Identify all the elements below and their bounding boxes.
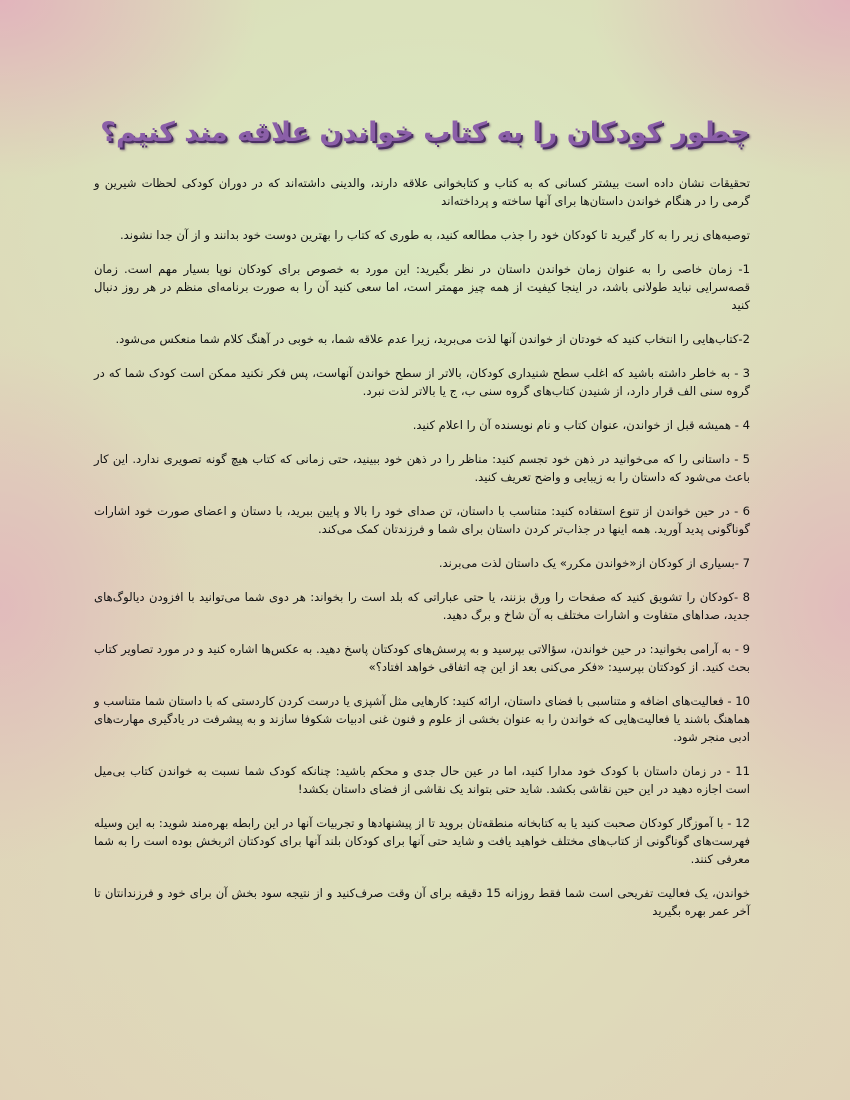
tip-4-paragraph: 4 - همیشه قبل از خواندن، عنوان کتاب و نام نویسنده آن را اعلام کنید. <box>412 418 750 432</box>
tip-10-paragraph: 10 - فعالیت‌های اضافه و متناسبی با فضای داستان، ارائه کنید: کارهایی مثل آشپزی یا درست کردن کاردستی که با داستان شما متناسب و هماهنگ باشند یا فعالیت‌هایی که خواندن را به عنوان بخشی از علوم و فنون غنی ادبیات شکوفا سازند و به پیشرفت در یادگیری مهارت‌های ادبی منجر شود. <box>94 694 750 744</box>
article-body <box>94 174 750 936</box>
tip-11-paragraph: 11 - در زمان داستان با کودک خود مدارا کنید، اما در عین حال جدی و محکم باشید: چنانکه کودک شما نسبت به خواندن کتاب بی‌میل است اجازه دهید در این حین نقاشی بکشد. شاید حتی بتواند یک نقاشی از فضای داستان بکشد! <box>94 764 750 796</box>
tip-9-paragraph: 9 - به آرامی بخوانید: در حین خواندن، سؤالاتی بپرسید و به پرسش‌های کودکتان پاسخ دهید. به عکس‌ها اشاره کنید و در مورد تصاویر کتاب بحث کنید. از کودکتان بپرسید: «فکر می‌کنی بعد از این چه اتفاقی خواهد افتاد؟» <box>94 642 750 674</box>
tip-7-paragraph: 7 -بسیاری از کودکان از«خواندن مکرر» یک داستان لذت می‌برند. <box>438 556 750 570</box>
closing-paragraph: خواندن، یک فعالیت تفریحی است شما فقط روزانه 15 دقیقه برای آن وقت صرف‌کنید و از نتیجه سود بخش آن برای خود و فرزندانتان تا آخر عمر بهره بگیرید <box>94 886 750 918</box>
page-title: چطور کودکان را به کتاب خواندن علاقه مند کنیم؟ <box>100 117 750 149</box>
tip-12-paragraph: 12 - با آموزگار کودکان صحبت کنید یا به کتابخانه منطقه‌تان بروید تا از پیشنهادها و تجربیات آنها در این رابطه بهره‌مند شوید: به این وسیله فهرست‌های گوناگونی از کتاب‌های مختلف خواهید یافت و شاید حتی آنها برای کودکان بلند آنها برای کودکتان اثربخش بوده است را به شما معرفی کنند. <box>94 816 750 866</box>
tip-2-paragraph: 2-کتاب‌هایی را انتخاب کنید که خودتان از خواندن آنها لذت می‌برید، زیرا عدم علاقه شما، به خوبی در آهنگ کلام شما منعکس می‌شود. <box>115 332 750 346</box>
tip-6-paragraph: 6 - در حین خواندن از تنوع استفاده کنید: متناسب با داستان، تن صدای خود را بالا و پایین ببرید، با دستان و اعضای صورت خود اشارات گوناگونی پدید آورید. همه اینها در جذاب‌تر کردن داستان برای شما و فرزندتان کمک می‌کند. <box>94 504 750 536</box>
recommendation-intro-paragraph: توصیه‌های زیر را به کار گیرید تا کودکان خود را جذب مطالعه کنید، به طوری که کتاب را بهترین دوست خود بدانند و از آن جدا نشوند. <box>120 228 750 242</box>
tip-1-paragraph: 1- زمان خاصی را به عنوان زمان خواندن داستان در نظر بگیرید: این مورد به خصوص برای کودکان نوپا بسیار مهم است. زمان قصه‌سرایی نباید طولانی باشد، در اینجا کیفیت از همه چیز مهمتر است، اما سعی کنید آن را به صورت برنامه‌ای منظم در هر روز دنبال کنید <box>94 262 750 312</box>
tip-5-paragraph: 5 - داستانی را که می‌خوانید در ذهن خود تجسم کنید: مناظر را در ذهن خود ببینید، حتی زمانی که کتاب هیچ گونه تصویری ندارد. این کار باعث می‌شود که داستان را به زیبایی و واضح تعریف کنید. <box>94 452 750 484</box>
tip-8-paragraph: 8 -کودکان را تشویق کنید که صفحات را ورق بزنند، یا حتی عباراتی که بلد است را بخواند: هر دوی شما می‌توانید با افزودن دیالوگ‌های جدید، صداهای متفاوت و اشارات مختلف به آن شاخ و برگ دهید. <box>94 590 750 622</box>
intro-paragraph: تحقیقات نشان داده است بیشتر کسانی که به کتاب و کتابخوانی علاقه دارند، والدینی داشته‌اند که در دوران کودکی لحظات شیرین و گرمی را در هنگام خواندن داستان‌ها برای آنها ساخته و پرداخته‌اند <box>94 176 750 208</box>
tip-3-paragraph: 3 - به خاطر داشته باشید که اغلب سطح شنیداری کودکان، بالاتر از سطح خواندن آنهاست، پس فکر نکنید ممکن است کودک شما که در گروه سنی الف قرار دارد، از شنیدن کتاب‌های گروه سنی ب، ج یا بالاتر لذت نبرد. <box>94 366 750 398</box>
